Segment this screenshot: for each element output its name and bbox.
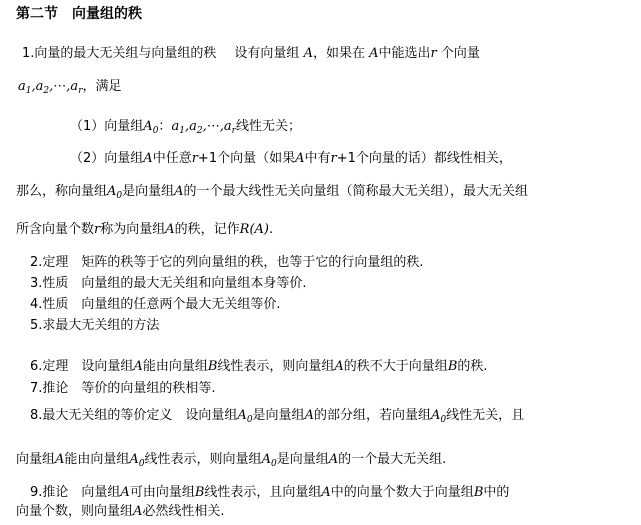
def1-vector-list: $a_1,a_2,\cdots,a_r$，满足 (18, 79, 122, 96)
symbol-r: r (430, 46, 437, 61)
section-title-text: 第二节 向量组的秩 (16, 6, 142, 22)
item-6-theorem: 6.定理 设向量组A能由向量组B线性表示，则向量组A的秩不大于向量组B的秩. (30, 359, 488, 374)
item-9-corollary: 9.推论 向量组A可由向量组B线性表示，且向量组A中的向量个数大于向量组B中的 (30, 485, 510, 500)
def1-line1: 1.向量的最大无关组与向量组的秩 设有向量组 A，如果在 A中能选出r 个向量 (22, 46, 480, 61)
item-8-definition: 8.最大无关组的等价定义 设向量组$A_0$是向量组A的部分组，若向量组$A_0$线性无关，且 (30, 408, 525, 425)
item-4-property: 4.性质 向量组的任意两个最大无关组等价. (30, 297, 281, 312)
item-3-property: 3.性质 向量组的最大无关组和向量组本身等价. (30, 276, 307, 291)
symbol-A: A (303, 46, 313, 61)
def1-heading: 向量的最大无关组与向量组的秩 (34, 46, 217, 61)
def1-condition-2: （2）向量组A中任意r+1个向量（如果A中有r+1个向量的话）都线性相关， (70, 151, 512, 166)
section-title (16, 5, 142, 23)
def1-conclusion: 那么，称向量组$A_0$是向量组A的一个最大线性无关向量组（简称最大无关组），最大无关组 (16, 184, 529, 201)
def1-condition-1: （1）向量组$A_0$：$a_1,a_2,\cdots,a_r$线性无关； (70, 119, 301, 136)
item-7-corollary: 7.推论 等价的向量组的秩相等. (30, 381, 216, 396)
symbol-A: A (369, 46, 379, 61)
item-5-method: 5.求最大无关组的方法 (30, 318, 160, 333)
item-8-definition-cont: 向量组A能由向量组$A_0$线性表示，则向量组$A_0$是向量组A的一个最大无关组. (16, 452, 447, 469)
item-9-corollary-cont: 向量个数，则向量组A必然线性相关. (16, 504, 225, 519)
def1-rank-definition: 所含向量个数r称为向量组A的秩，记作R(A). (16, 222, 274, 237)
item-2-theorem: 2.定理 矩阵的秩等于它的列向量组的秩，也等于它的行向量组的秩. (30, 255, 424, 270)
rank-notation: R(A) (239, 222, 269, 237)
def1-number: 1. (22, 46, 35, 61)
